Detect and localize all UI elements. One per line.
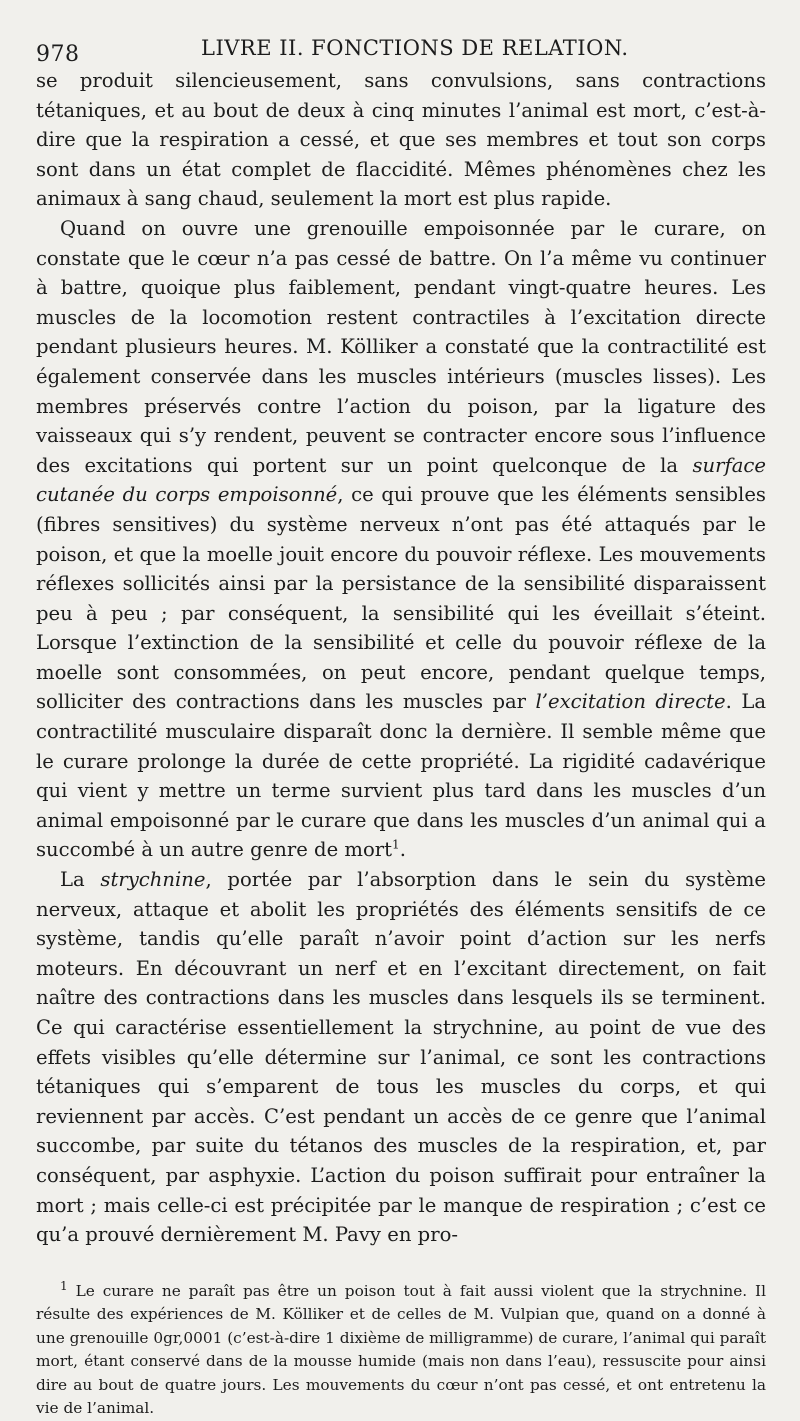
paragraph-2 [36,214,766,865]
paragraph-3-emphasis: strychnine [100,868,206,892]
paragraph-2-text-c: . La contractilité musculaire disparaît donc la dernière. Il semble même que le curare prolonge la durée de cette propriété. La rigidité cadavérique qui vient y mettre un terme survient plus tard dans les muscles d’un animal empoisonné par le curare que dans les muscles d’un animal qui a succombé à un autre genre de mort [36,690,767,862]
paragraph-3 [36,865,766,1250]
paragraph-3-text-a: La [60,868,101,892]
paragraph-1-text: se produit silencieusement, sans convulsions, sans contractions tétaniques, et au bout de deux à cinq minutes l’animal est mort, c’est-à-dire que la respiration a cessé, et que ses membres et tout son corps sont dans un état complet de flaccidité. Mêmes phénomènes chez les animaux à sang chaud, seulement la mort est plus rapide. [36,69,766,211]
footnote-1 [36,1280,766,1421]
page-header [36,28,766,66]
page-number: 978 [36,42,80,67]
footnotes [36,1280,766,1421]
body-text [36,66,766,1250]
paragraph-1 [36,66,766,214]
running-head: LIVRE II. FONCTIONS DE RELATION. [201,36,629,60]
footnote-reference: 1 [392,837,400,852]
footnote-1-text: Le curare ne paraît pas être un poison tout à fait aussi violent que la strychnine. Il résulte des expériences de M. Kölliker et de celles de M. Vulpian que, quand on a donné à une grenouille 0gr,0001 (c’est-à-dire 1 dixième de milligramme) de curare, l’animal qui paraît mort, étant conservé dans de la mousse humide (mais non dans l’eau), ressuscite pour ainsi dire au bout de quatre jours. Les mouvements du cœur n’ont pas cessé, et ont entretenu la vie de l’animal. [36,1281,766,1418]
paragraph-2-text-a: Quand on ouvre une grenouille empoisonnée par le curare, on constate que le cœur n’a pas cessé de battre. On l’a même vu continuer à battre, quoique plus faiblement, pendant vingt-quatre heures. Les muscles de la locomotion restent contractiles à l’excitation directe pendant plusieurs heures. M. Kölliker a constaté que la contractilité est également conservée dans les muscles intérieurs (muscles lisses). Les membres préservés contre l’action du poison, par la ligature des vaisseaux qui s’y rendent, peuvent se contracter encore sous l’influence des excitations qui portent sur un point quelconque de la [36,216,766,477]
paragraph-2-end: . [399,838,406,862]
paragraph-2-emphasis-2: l’excitation directe [535,690,726,714]
paragraph-2-emphasis-1: surface cutanée du corps empoisonné [36,453,766,507]
paragraph-3-text-b: , portée par l’absorption dans le sein du système nerveux, attaque et abolit les propriétés des éléments sensitifs de ce système, tandis qu’elle paraît n’avoir point d’action sur les nerfs moteurs. En découvrant un nerf et en l’excitant directement, on fait naître des contractions dans les muscles dans lesquels ils se terminent. Ce qui caractérise essentiellement la strychnine, au point de vue des effets visibles qu’elle détermine sur l’animal, ce sont les contractions tétaniques qui s’emparent de tous les muscles du corps, et qui reviennent par accès. C’est pendant un accès de ce genre que l’animal succombe, par suite du tétanos des muscles de la respiration, et, par conséquent, par asphyxie. L’action du poison suffirait pour entraîner la mort ; mais celle-ci est précipitée par le manque de respiration ; c’est ce qu’a prouvé dernièrement M. Pavy en pro- [36,868,766,1247]
paragraph-2-text-b: , ce qui prouve que les éléments sensibles (fibres sensitives) du système nerveux n’ont pas été attaqués par le poison, et que la moelle jouit encore du pouvoir réflexe. Les mouvements réflexes sollicités ainsi par la persistance de la sensibilité disparaissent peu à peu ; par conséquent, la sensibilité qui les éveillait s’éteint. Lorsque l’extinction de la sensibilité et celle du pouvoir réflexe de la moelle sont consommées, on peut encore, pendant quelque temps, solliciter des contractions dans les muscles par [36,483,766,714]
footnote-marker: 1 [60,1278,68,1293]
